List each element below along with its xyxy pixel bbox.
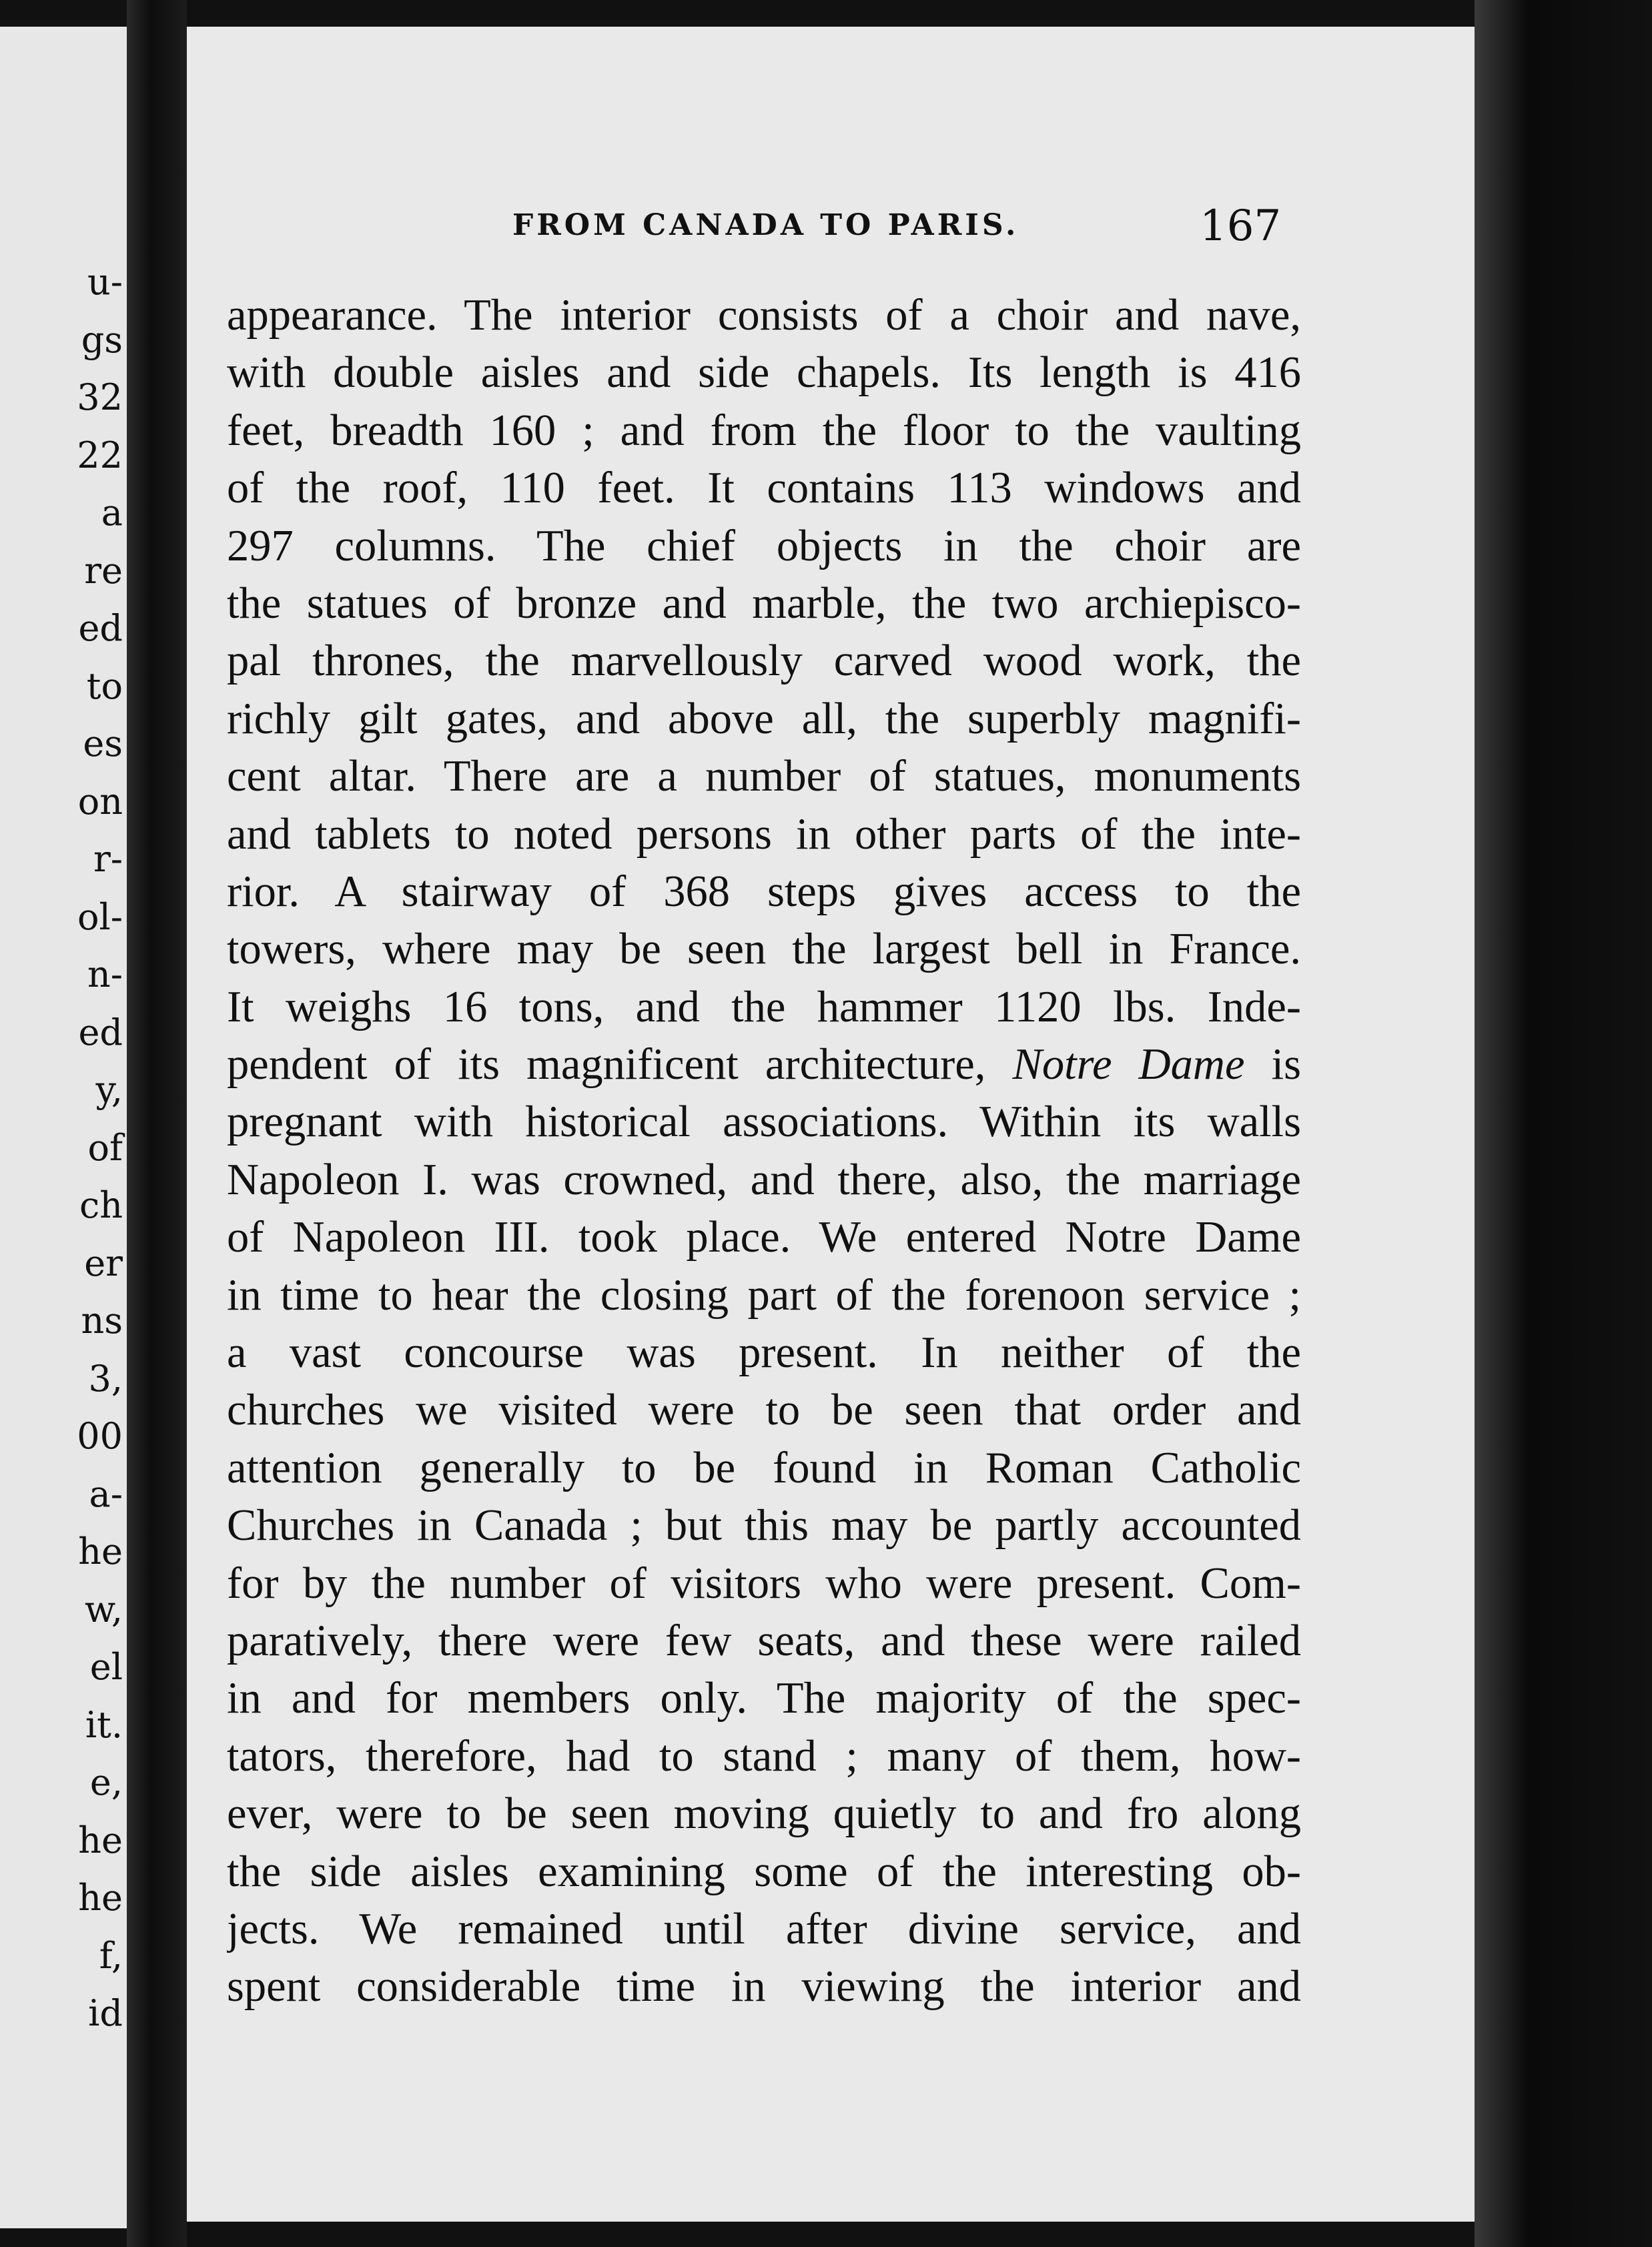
text-line: for by the number of visitors who were present. Com- [227,1558,1301,1608]
text-line: of the roof, 110 feet. It contains 113 windows and [227,464,1301,513]
left-fragment: w, [85,1588,123,1631]
left-fragment: ed [78,1011,123,1053]
running-title: FROM CANADA TO PARIS. [512,208,1019,242]
text-line: attention generally to be found in Roman Catholic [227,1443,1301,1492]
text-line: It weighs 16 tons, and the hammer 1120 lbs. Inde- [227,982,1301,1031]
running-head [187,201,1475,255]
left-fragment: a [101,492,123,534]
left-fragment: gs [81,318,123,361]
text-line: towers, where may be seen the largest bell in France. [227,925,1301,974]
left-fragment: re [84,549,123,592]
left-fragment: 3, [88,1357,123,1400]
left-page-edge [0,27,127,2228]
text-line: feet, breadth 160 ; and from the floor to the vaulting [227,406,1301,455]
right-page-edge [1475,0,1652,2247]
text-line: pregnant with historical associations. Within its walls [227,1097,1301,1147]
left-fragment: he [78,1530,123,1572]
left-fragment: ch [79,1184,123,1226]
left-fragment: of [87,1126,123,1169]
book-page [187,27,1475,2222]
left-fragment: id [88,1992,123,2034]
text-line: 297 columns. The chief objects in the choir are [227,521,1301,570]
text-line: with double aisles and side chapels. Its length is 416 [227,348,1301,398]
text-line: ever, were to be seen moving quietly to and fro along [227,1789,1301,1839]
left-fragment: a- [89,1472,123,1515]
left-fragment: 00 [77,1415,123,1457]
left-fragment: he [78,1819,123,1861]
left-fragment: to [86,664,123,707]
left-fragment: el [89,1646,123,1688]
left-fragment: it. [85,1703,123,1746]
text-line: a vast concourse was present. In neither of the [227,1328,1301,1378]
left-fragment: u- [87,261,123,303]
left-fragment: 22 [77,434,123,476]
left-fragment: ol- [77,895,123,938]
text-line: pal thrones, the marvellously carved wood work, the [227,636,1301,686]
page-number: 167 [1200,201,1282,251]
text-line: churches we visited were to be seen that order and [227,1386,1301,1435]
left-fragment: y, [95,1069,123,1111]
left-fragment: 32 [77,376,123,418]
page-gutter [127,0,187,2247]
text-line: jects. We remained until after divine service, and [227,1904,1301,1953]
left-fragment: r- [93,838,123,880]
text-line: the statues of bronze and marble, the two archiepisco- [227,578,1301,628]
text-run: pendent of its magnificent architecture, [227,1040,1013,1089]
left-fragment: e, [89,1761,123,1803]
left-page-fragments [0,254,127,2043]
left-fragment: on [77,780,123,823]
text-line: richly gilt gates, and above all, the superbly magnifi- [227,694,1301,743]
text-line: the side aisles examining some of the interesting ob- [227,1847,1301,1896]
text-line: in time to hear the closing part of the forenoon service ; [227,1270,1301,1320]
left-fragment: ns [81,1300,123,1342]
italic-text-run: Notre Dame [1012,1040,1245,1089]
left-fragment: he [78,1877,123,1919]
text-line: paratively, there were few seats, and these were railed [227,1616,1301,1665]
body-text [227,287,1301,2016]
left-fragment: ed [78,607,123,649]
text-line: spent considerable time in viewing the interior and [227,1962,1301,2011]
left-fragment: er [84,1242,123,1284]
left-fragment: f, [99,1934,123,1977]
text-line: Churches in Canada ; but this may be partly accounted [227,1501,1301,1550]
text-run: is [1244,1040,1301,1089]
text-line: in and for members only. The majority of the spec- [227,1674,1301,1723]
left-fragment: es [83,723,123,765]
text-line [227,1036,1301,1093]
text-line: rior. A stairway of 368 steps gives access to the [227,867,1301,916]
left-fragment: n- [87,953,123,995]
text-line: cent altar. There are a number of statues, monuments [227,752,1301,801]
text-line: and tablets to noted persons in other parts of the inte- [227,809,1301,859]
text-line: tators, therefore, had to stand ; many of them, how- [227,1731,1301,1781]
text-line: of Napoleon III. took place. We entered Notre Dame [227,1213,1301,1262]
text-line: Napoleon I. was crowned, and there, also, the marriage [227,1155,1301,1204]
text-line: appearance. The interior consists of a choir and nave, [227,291,1301,340]
